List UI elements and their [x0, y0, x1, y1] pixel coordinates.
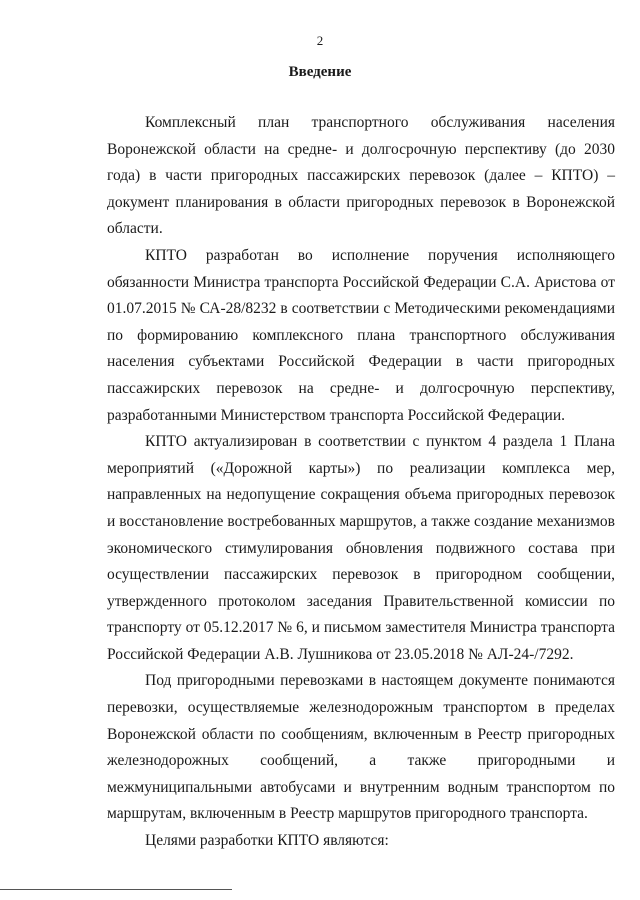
paragraph-intro: Комплексный план транспортного обслуживания населения Воронежской области на средне- и долгосрочную перспективу (до 2030 года) в части пригородных пассажирских перевозок (далее – КПТО) – документ планирования в области пригородных перевозок в Воронежской области.	[107, 114, 615, 238]
footnote-divider	[0, 889, 232, 890]
document-body	[107, 110, 615, 855]
page-number: 2	[316, 33, 324, 48]
section-heading: Введение	[288, 64, 352, 80]
paragraph-goals: Целями разработки КПТО являются:	[145, 832, 389, 850]
paragraph-definition: Под пригородными перевозками в настоящем документе понимаются перевозки, осуществляемые железнодорожным транспортом в пределах Воронежской области по сообщениям, включенным в Реестр пригородных железнодорожных сообщений, а также пригородными и межмуниципальными автобусами и внутренним водным транспортом по маршрутам, включенным в Реестр маршрутов пригородного транспорта.	[107, 672, 615, 823]
paragraph-update: КПТО актуализирован в соответствии с пунктом 4 раздела 1 Плана мероприятий («Дорожной карты») по реализации комплекса мер, направленных на недопущение сокращения объема пригородных перевозок и восстановление востребованных маршрутов, а также создание механизмов экономического стимулирования обновления подвижного состава при осуществлении пассажирских перевозок в пригородном сообщении, утвержденного протоколом заседания Правительственной комиссии по транспорту от 05.12.2017 № 6, и письмом заместителя Министра транспорта Российской Федерации А.В. Лушникова от 23.05.2018 № АЛ-24-/7292.	[107, 433, 615, 663]
paragraph-basis: КПТО разработан во исполнение поручения исполняющего обязанности Министра транспорта Российской Федерации С.А. Аристова от 01.07.2015 № СА-28/8232 в соответствии с Методическими рекомендациями по формированию комплексного плана транспортного обслуживания населения субъектами Российской Федерации в части пригородных пассажирских перевозок на средне- и долгосрочную перспективу, разработанными Министерством транспорта Российской Федерации.	[107, 246, 615, 424]
